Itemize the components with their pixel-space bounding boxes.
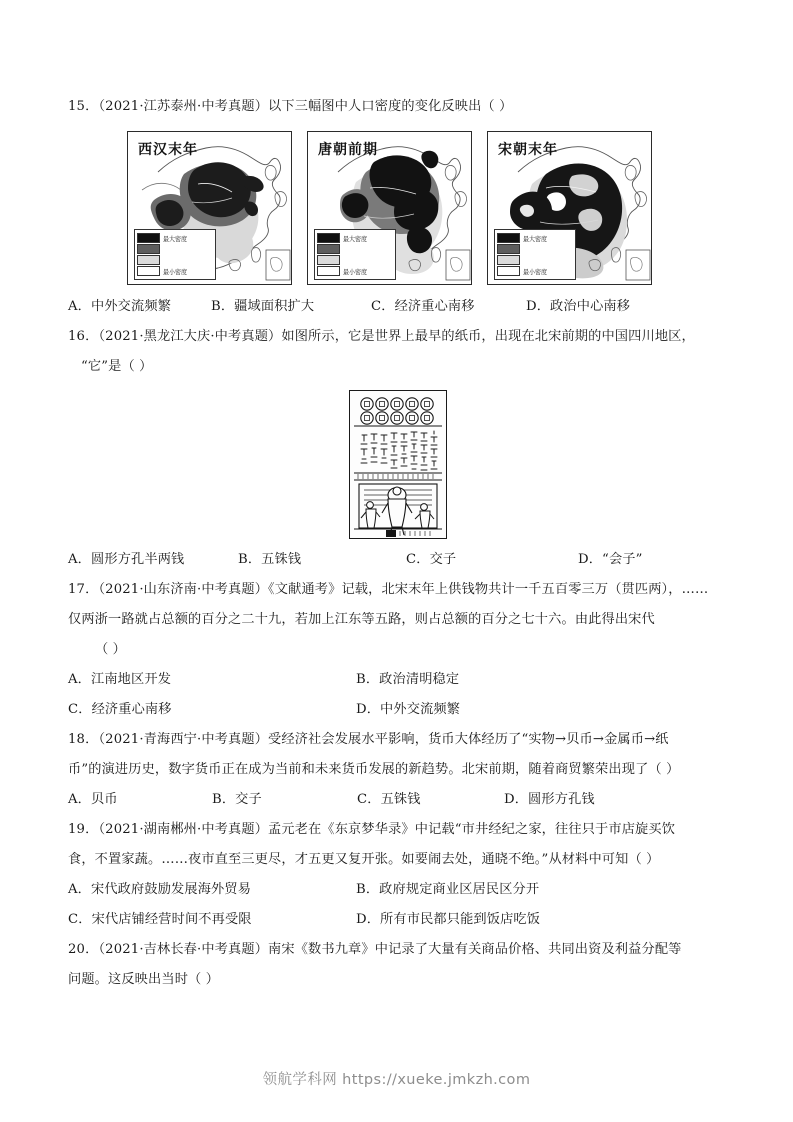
page-footer <box>0 1068 793 1089</box>
option-a[interactable]: A．圆形方孔半两钱 <box>68 552 185 567</box>
legend-row <box>137 233 213 243</box>
question-19-stem-line2: 食，不置家蔬。……夜市直至三更尽，才五更又复开张。如要闹去处，通晓不绝。”从材料中可知（ ） <box>68 852 660 867</box>
legend-row <box>317 233 393 243</box>
legend-row <box>497 255 573 265</box>
question-20-stem-line1: 20．（2021·吉林长春·中考真题）南宋《数书九章》中记录了大量有关商品价格、共同出资及利益分配等 <box>68 942 682 957</box>
jiaozi-banknote-canvas <box>350 391 446 538</box>
map-early-tang <box>307 131 472 285</box>
legend-swatch-icon <box>497 233 520 243</box>
question-19-stem-line1: 19．（2021·湖南郴州·中考真题）孟元老在《东京梦华录》中记载“市井经纪之家，往往只于市店旋买饮 <box>68 822 676 837</box>
map-late-song-title: 宋朝末年 <box>498 142 558 158</box>
question-16 <box>68 322 728 575</box>
question-19-options-row2 <box>68 905 728 935</box>
question-16-stem-line2: “它”是（ ） <box>81 359 153 374</box>
question-20 <box>68 935 728 995</box>
question-16-stem-line1: 16．（2021·黑龙江大庆·中考真题）如图所示，它是世界上最早的纸币，出现在北宋前期的中国四川地区， <box>68 329 695 344</box>
question-17 <box>68 575 728 725</box>
question-18-stem-line1: 18．（2021·青海西宁·中考真题）受经济社会发展水平影响，货币大体经历了“实物→贝币→金属币→纸 <box>68 732 669 747</box>
question-15-stem: 15．（2021·江苏泰州·中考真题）以下三幅图中人口密度的变化反映出（ ） <box>68 99 513 114</box>
map-late-song <box>487 131 652 285</box>
question-20-stem-line2: 问题。这反映出当时（ ） <box>68 972 220 987</box>
question-18 <box>68 725 728 815</box>
legend-swatch-icon <box>137 266 160 276</box>
option-d[interactable]: D．圆形方孔钱 <box>504 792 595 807</box>
legend-swatch-icon <box>497 244 520 254</box>
legend-label: 最大密度 <box>343 235 368 243</box>
legend-label: 最小密度 <box>343 268 368 276</box>
question-17-stem-line1: 17．（2021·山东济南·中考真题）《文献通考》记载，北宋末年上供钱物共计一千五百零三万（贯匹两），…… <box>68 582 709 597</box>
legend-row <box>497 266 573 276</box>
legend-label: 最小密度 <box>523 268 548 276</box>
option-a[interactable]: A．贝币 <box>68 792 118 807</box>
legend-row <box>137 244 213 254</box>
option-a[interactable]: A．中外交流频繁 <box>68 299 172 314</box>
legend-row <box>317 255 393 265</box>
question-19 <box>68 815 728 935</box>
question-18-stem-line2: 币”的演进历史，数字货币正在成为当前和未来货币发展的新趋势。北宋前期，随着商贸繁荣出现了（ ） <box>68 762 680 777</box>
option-c[interactable]: C．交子 <box>406 552 457 567</box>
legend-swatch-icon <box>137 244 160 254</box>
question-15 <box>68 92 728 322</box>
legend-label: 最小密度 <box>163 268 188 276</box>
option-d[interactable]: D．政治中心南移 <box>526 299 631 314</box>
legend-swatch-icon <box>497 266 520 276</box>
legend-swatch-icon <box>317 266 340 276</box>
legend-row <box>317 266 393 276</box>
question-16-figure <box>68 390 728 539</box>
option-b[interactable]: B．疆域面积扩大 <box>211 299 315 314</box>
question-15-figure-maps <box>127 131 728 285</box>
legend-swatch-icon <box>317 255 340 265</box>
option-d[interactable]: D．中外交流频繁 <box>356 702 461 717</box>
legend-swatch-icon <box>137 255 160 265</box>
map-late-song-legend <box>494 229 576 280</box>
question-16-options <box>68 545 728 575</box>
question-17-stem-line2: 仅两浙一路就占总额的百分之二十九，若加上江东等五路，则占总额的百分之七十六。由此得出宋代 <box>68 612 655 627</box>
legend-swatch-icon <box>137 233 160 243</box>
option-b[interactable]: B．政府规定商业区居民区分开 <box>356 882 540 897</box>
option-b[interactable]: B．交子 <box>212 792 262 807</box>
option-c[interactable]: C．经济重心南移 <box>371 299 475 314</box>
option-b[interactable]: B．五铢钱 <box>238 552 302 567</box>
legend-row <box>497 244 573 254</box>
legend-row <box>497 233 573 243</box>
option-c[interactable]: C．经济重心南移 <box>68 702 172 717</box>
question-17-options-row2 <box>68 695 728 725</box>
option-b[interactable]: B．政治清明稳定 <box>356 672 460 687</box>
option-d[interactable]: D．所有市民都只能到饭店吃饭 <box>356 912 541 927</box>
legend-label: 最大密度 <box>523 235 548 243</box>
option-d[interactable]: D．“会子” <box>578 552 643 567</box>
question-18-options <box>68 785 728 815</box>
option-c[interactable]: C．五铢钱 <box>357 792 421 807</box>
map-western-han-legend <box>134 229 216 280</box>
footer-url: https://xueke.jmkzh.com <box>342 1072 531 1088</box>
legend-swatch-icon <box>317 244 340 254</box>
document-content <box>68 92 728 995</box>
legend-label: 最大密度 <box>163 235 188 243</box>
question-17-options-row1 <box>68 665 728 695</box>
jiaozi-banknote-image <box>349 390 447 539</box>
legend-row <box>137 255 213 265</box>
footer-site-name: 领航学科网 <box>262 1072 343 1088</box>
question-19-options-row1 <box>68 875 728 905</box>
legend-row <box>317 244 393 254</box>
map-early-tang-title: 唐朝前期 <box>318 142 378 158</box>
option-c[interactable]: C．宋代店铺经营时间不再受限 <box>68 912 252 927</box>
legend-swatch-icon <box>497 255 520 265</box>
option-a[interactable]: A．江南地区开发 <box>68 672 172 687</box>
map-western-han <box>127 131 292 285</box>
map-western-han-title: 西汉末年 <box>138 142 198 158</box>
legend-row <box>137 266 213 276</box>
question-15-options <box>68 292 728 322</box>
legend-swatch-icon <box>317 233 340 243</box>
map-early-tang-legend <box>314 229 396 280</box>
option-a[interactable]: A．宋代政府鼓励发展海外贸易 <box>68 882 252 897</box>
question-17-stem-line3: （ ） <box>95 642 127 657</box>
